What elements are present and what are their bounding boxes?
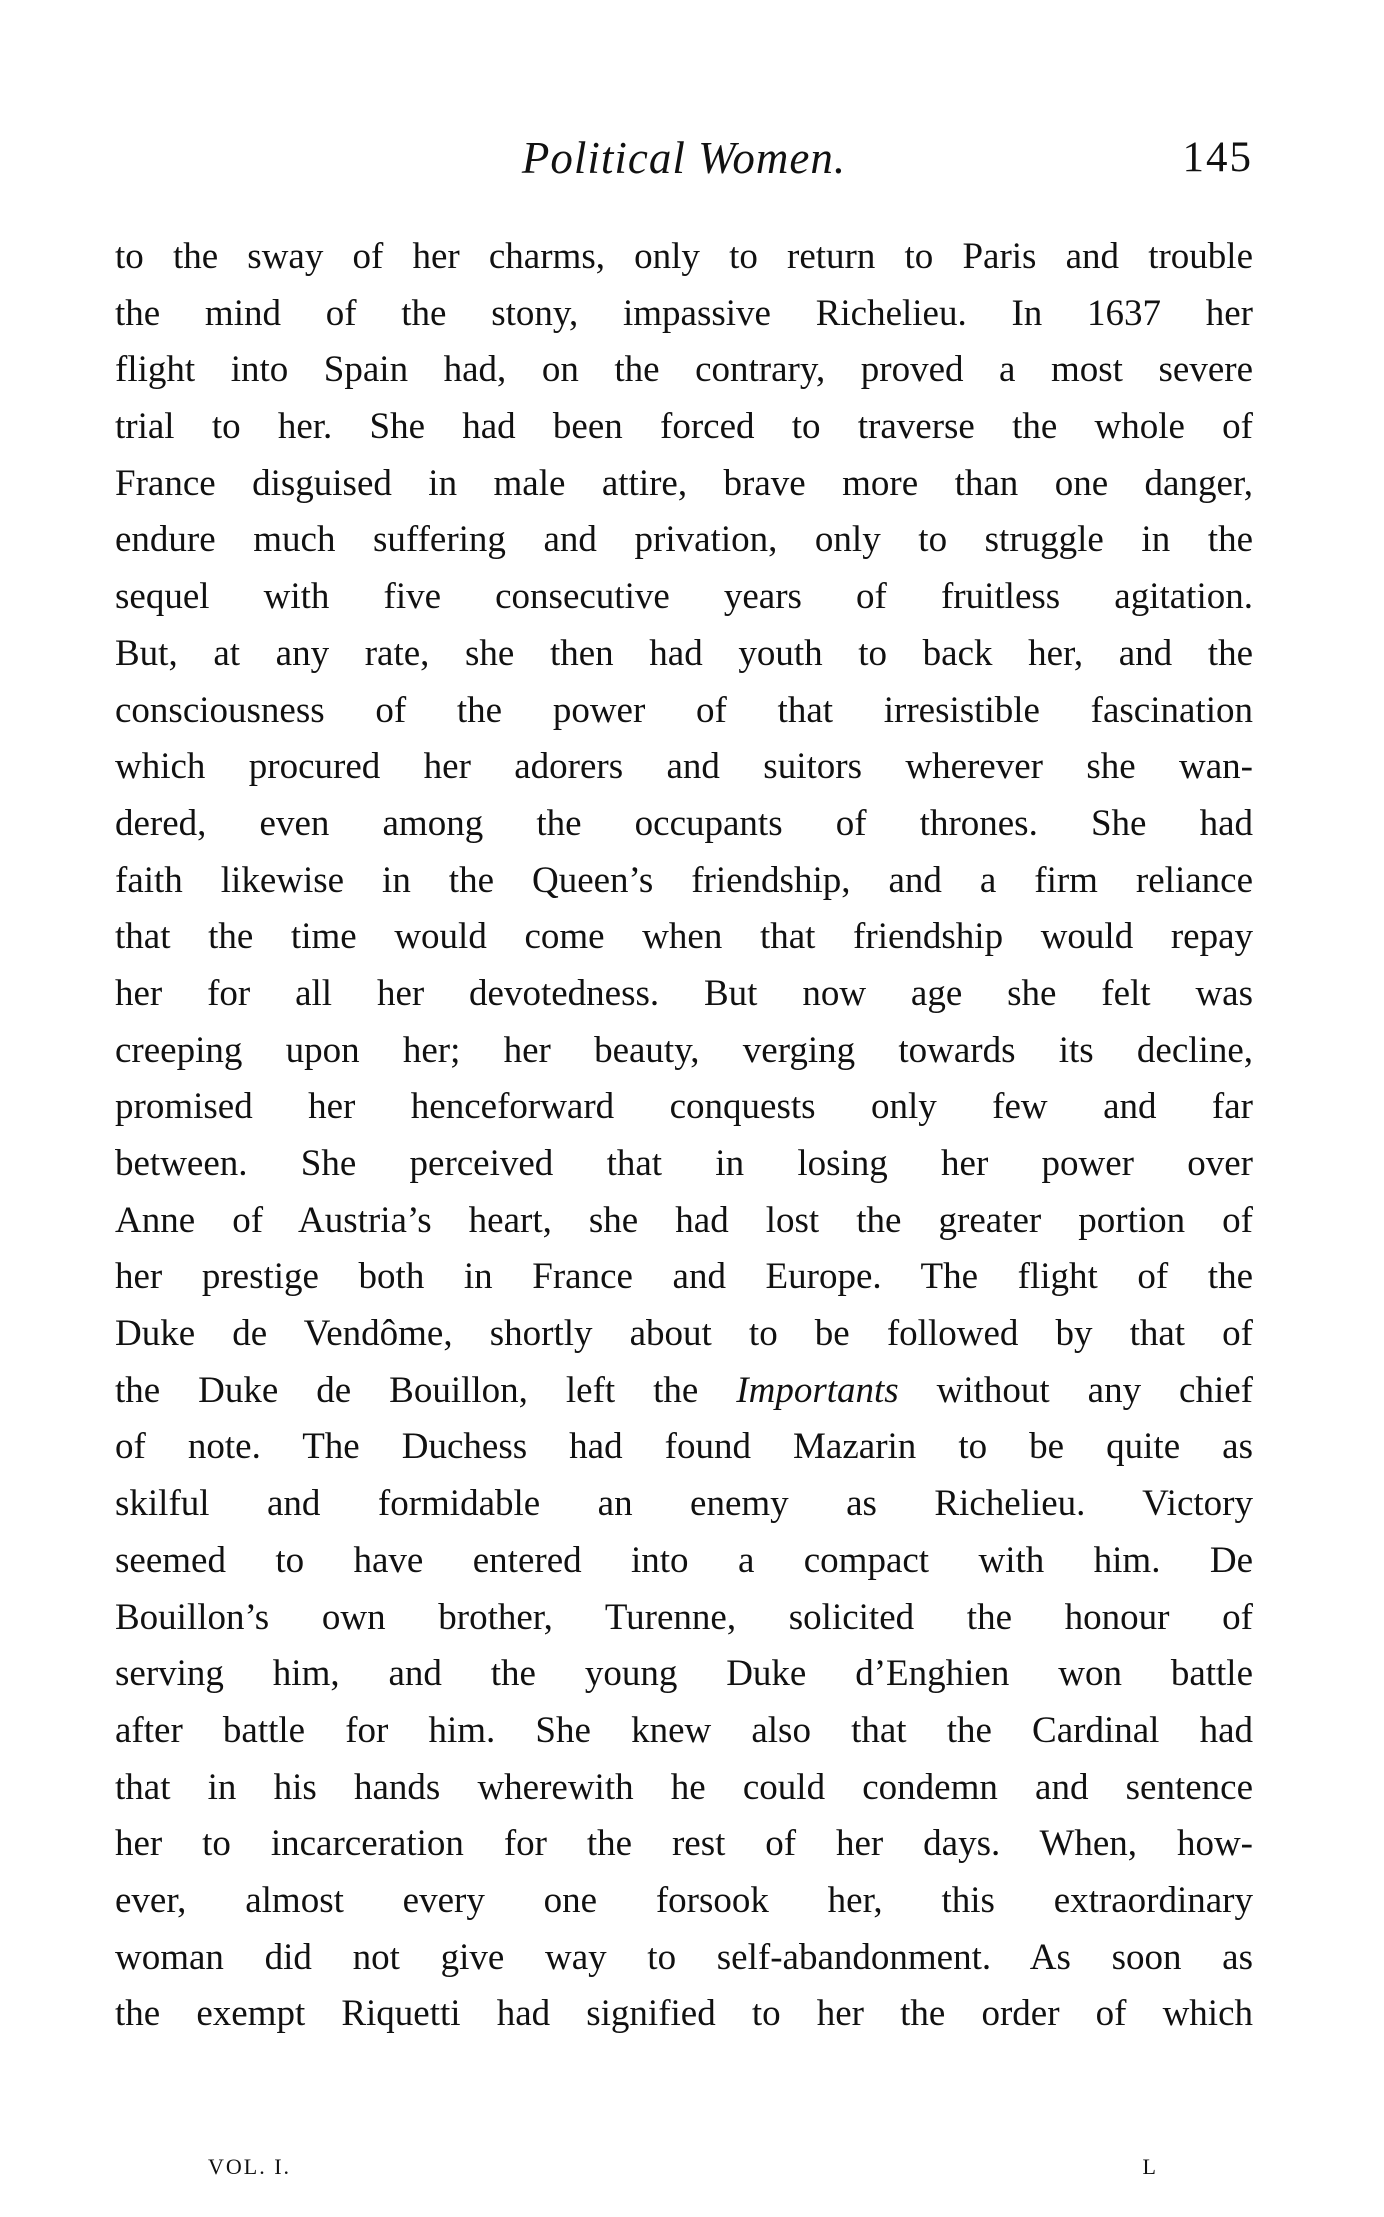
signature-mark: L — [1142, 2154, 1158, 2179]
text-line: Duke de Vendôme, shortly about to be followed by that of — [115, 1313, 1253, 1355]
running-title: Political Women. — [521, 133, 847, 183]
text-line: which procured her adorers and suitors wherever she wan- — [115, 746, 1253, 788]
italic-term: Importants — [736, 1369, 899, 1411]
text-line-with-italic — [115, 1363, 1253, 1420]
running-head — [115, 128, 1253, 188]
text-line: creeping upon her; her beauty, verging towards its decline, — [115, 1029, 1253, 1071]
text-line: to the sway of her charms, only to return to Paris and trouble — [115, 236, 1253, 277]
text-line: consciousness of the power of that irresistible fascination — [115, 689, 1253, 731]
text-line: promised her henceforward conquests only few and far — [115, 1086, 1253, 1128]
text-line: her to incarceration for the rest of her days. When, how- — [115, 1823, 1253, 1865]
text-line: her for all her devotedness. But now age she felt was — [115, 972, 1253, 1014]
volume-mark: VOL. I. — [208, 2154, 292, 2179]
text-line: Bouillon’s own brother, Turenne, solicited the honour of — [115, 1596, 1253, 1638]
text-line: her prestige both in France and Europe. The flight of the — [115, 1256, 1253, 1298]
text-line: seemed to have entered into a compact with him. De — [115, 1539, 1253, 1581]
text-line: serving him, and the young Duke d’Enghien won battle — [115, 1653, 1253, 1695]
text-line: But, at any rate, she then had youth to back her, and the — [115, 632, 1253, 674]
page-number: 145 — [1182, 134, 1253, 181]
text-line: France disguised in male attire, brave more than one danger, — [115, 462, 1253, 504]
text-line: that in his hands wherewith he could condemn and sentence — [115, 1766, 1253, 1808]
text-segment: the Duke de Bouillon, left the — [115, 1369, 737, 1411]
text-line: the exempt Riquetti had signified to her the order of which — [115, 1993, 1253, 2035]
text-segment: without any chief — [898, 1369, 1253, 1411]
text-line: flight into Spain had, on the contrary, proved a most severe — [115, 349, 1253, 391]
text-line: after battle for him. She knew also that the Cardinal had — [115, 1709, 1253, 1751]
text-line: endure much suffering and privation, only to struggle in the — [115, 519, 1253, 561]
text-line: trial to her. She had been forced to traverse the whole of — [115, 406, 1253, 448]
text-line: the mind of the stony, impassive Richelieu. In 1637 her — [115, 292, 1253, 334]
text-line: skilful and formidable an enemy as Richelieu. Victory — [115, 1483, 1253, 1525]
text-line: that the time would come when that friendship would repay — [115, 916, 1253, 958]
text-line: woman did not give way to self-abandonment. As soon as — [115, 1936, 1253, 1978]
body-text — [115, 229, 1253, 2043]
text-line: ever, almost every one forsook her, this extraordinary — [115, 1879, 1253, 1921]
text-line: sequel with five consecutive years of fruitless agitation. — [115, 576, 1253, 618]
text-line: faith likewise in the Queen’s friendship, and a firm reliance — [115, 859, 1253, 901]
text-line: of note. The Duchess had found Mazarin to be quite as — [115, 1426, 1253, 1468]
text-line: Anne of Austria’s heart, she had lost the greater portion of — [115, 1199, 1253, 1241]
page-footer — [208, 2147, 1158, 2187]
text-line: dered, even among the occupants of thrones. She had — [115, 802, 1253, 844]
text-line: between. She perceived that in losing her power over — [115, 1143, 1253, 1184]
